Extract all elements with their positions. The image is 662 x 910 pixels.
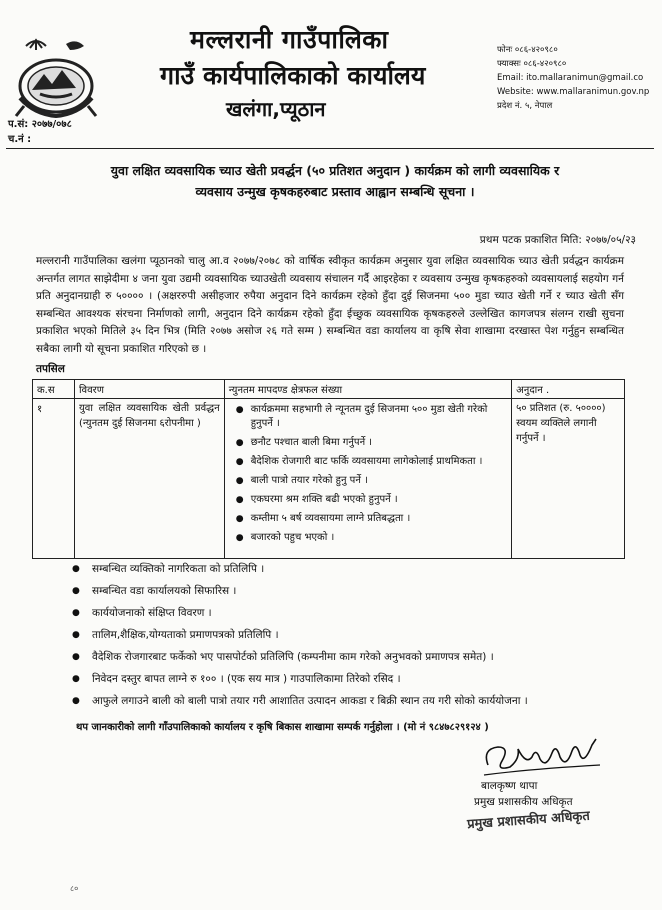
handwritten-signature xyxy=(480,735,610,781)
contact-phone: फोनः ०८६-४२०९८० xyxy=(497,45,558,55)
notice-subject-line1: युवा लक्षित व्यवसायिक च्याउ खेती प्रवर्द्धन (५० प्रतिशत अनुदान ) कार्यक्रम को लागी व्यवसायिक र xyxy=(110,163,560,178)
criteria-item: ● कार्यक्रममा सहभागी ले न्यूनतम दुई सिजनमा ५०० मुडा खेती गरेको हुनुपर्ने । xyxy=(251,403,507,431)
notice-subject-line2: व्यवसाय उन्मुख कृषकहरुबाट प्रस्ताव आह्वान सम्बन्धि सूचना । xyxy=(195,184,475,199)
criteria-table xyxy=(32,379,625,559)
required-documents-list xyxy=(72,562,632,716)
row-description: युवा लक्षित व्यवसायिक खेती प्रर्वद्धन (न्युनतम दुई सिजनमा ६रोपनीमा ) xyxy=(74,399,224,559)
header-grant: अनुदान . xyxy=(512,380,625,399)
official-stamp: प्रमुख प्रशासकीय अधिकृत xyxy=(466,808,591,833)
criteria-item: ● बाली पात्रो तयार गरेको हुनु पर्ने । xyxy=(251,474,507,488)
criteria-item: ● बजारको पहुच भएको । xyxy=(251,531,507,545)
document-item: ● सम्बन्धित व्यक्तिको नागरिकता को प्रतिलिपि । xyxy=(72,562,632,577)
table-row xyxy=(33,399,625,559)
dispatch-number: च.नं : xyxy=(8,134,32,145)
document-item: ● आफुले लगाउने बाली को बाली पात्रो तयार गरी आशातित उत्पादन आकडा र बिक्री स्थान तय गरी सोको कार्ययोजना । xyxy=(72,694,632,709)
government-emblem-logo xyxy=(10,36,102,122)
office-title: गाउँ कार्यपालिकाको कार्यालय xyxy=(160,61,426,90)
table-header-row xyxy=(33,380,625,399)
office-location: खलंगा,प्यूठान xyxy=(226,97,326,121)
contact-province: प्रदेश नं. ५, नेपाल xyxy=(497,101,553,111)
document-item: ● कार्ययोजनाको संक्षिप्त विवरण । xyxy=(72,606,632,621)
signatory-name: बालकृष्ण थापा xyxy=(481,780,538,792)
row-grant: ५० प्रतिशत (रु. ५००००) स्वयम व्यक्तिले लगानी गर्नुपर्ने । xyxy=(512,399,625,559)
contact-fax: फ्याक्सः ०८६-४२०९८० xyxy=(497,59,567,69)
header-description: विवरण xyxy=(74,380,224,399)
notice-body: मल्लरानी गाउँपालिका खलंगा प्यूठानको चालु आ.व २०७७/२०७८ को वार्षिक स्वीकृत कार्यक्रम अनुसार युवा लक्षित व्यवसायिक च्याउ खेती प्रर्वद्धन कार्यक्रम अन्तर्गत लागत साझेदीमा ४ जना युवा उद्यमी व्यवसायिक च्याउखेती व्यवसाय संचालन गर्दै आइरहेका र व्यवसाय उन्मुख कृषकहरुको व्यवसायलाई सहयोग गर्न प्रति अनुदानग्राही रु ५०००० । (अक्षररुपी असीहजार रुपैया अनुदान दिने कार्यक्रम रहेको हुँदा दुई सिजनमा ५०० मुडा च्याउ खेती गर्ने र च्याउ खेती सँग सम्बन्धित आवश्यक संरचना निर्माणको लागी, अनुदान दिने कार्यक्रम रहेको हुँदा ईच्छुक व्यवसायिक कृषकहरुले उल्लेखित कागजपत्र संलग्न राखी सुचना प्रकाशित भएको मितिले ३५ दिन भित्र (मिति २०७७ असोज २६ गते सम्म ) सम्बन्धित वडा कार्यालय वा कृषि सेवा शाखामा दरखास्त पेश गर्नुहुन सम्बन्धित सबैका लागी यो सूचना प्रकाशित गरिएको छ । xyxy=(36,255,624,355)
table-label: तपसिल xyxy=(36,363,65,375)
document-item: ● सम्बन्धित वडा कार्यालयको सिफारिस । xyxy=(72,584,632,599)
page-mark: ८० xyxy=(70,884,79,893)
contact-note: थप जानकारीको लागी गाँउपालिकाको कार्यालय र कृषि बिकास शाखामा सम्पर्क गर्नुहोला । (मो नं ९८४७८२९१२४ ) xyxy=(76,722,489,733)
header-divider xyxy=(6,148,654,149)
document-item: ● तालिम,शैक्षिक,योग्यताको प्रमाणपत्रको प्रतिलिपि । xyxy=(72,628,632,643)
office-name: मल्लरानी गाउँपालिका xyxy=(190,25,389,54)
published-date: प्रथम पटक प्रकाशित मिति: २०७७/०५/२३ xyxy=(479,234,636,246)
criteria-item: ● कम्तीमा ५ बर्ष व्यवसायमा लाग्ने प्रतिबद्धता । xyxy=(251,512,507,526)
document-item: ● वैदेशिक रोजगारबाट फर्केको भए पासपोर्टको प्रतिलिपि (कम्पनीमा काम गरेको अनुभवको प्रमाणपत्र समेत) । xyxy=(72,650,632,665)
header-criteria: न्युनतम मापदण्ड क्षेत्रफल संख्या xyxy=(224,380,511,399)
contact-email: Email: ito.mallaranimun@gmail.co xyxy=(497,73,644,83)
reference-number: प.सं: २०७७/०७८ xyxy=(8,119,72,130)
criteria-item: ● बैदेशिक रोजगारी बाट फर्कि व्यवसायमा लागेकोलाई प्राथमिकता । xyxy=(251,455,507,469)
contact-website: Website: www.mallaranimun.gov.np xyxy=(497,87,650,97)
row-criteria xyxy=(224,399,511,559)
signatory-title: प्रमुख प्रशासकीय अधिकृत xyxy=(474,796,573,808)
document-item: ● निवेदन दस्तुर बापत लाग्ने रु १०० । (एक सय मात्र ) गाउपालिकामा तिरेको रसिद । xyxy=(72,672,632,687)
header-sn: क.स xyxy=(33,380,75,399)
criteria-item: ● एकघरमा श्रम शक्ति बढी भएको हुनुपर्ने । xyxy=(251,493,507,507)
row-sn: १ xyxy=(33,399,75,559)
criteria-item: ● छनौट पश्चात बाली बिमा गर्नुपर्ने । xyxy=(251,436,507,450)
